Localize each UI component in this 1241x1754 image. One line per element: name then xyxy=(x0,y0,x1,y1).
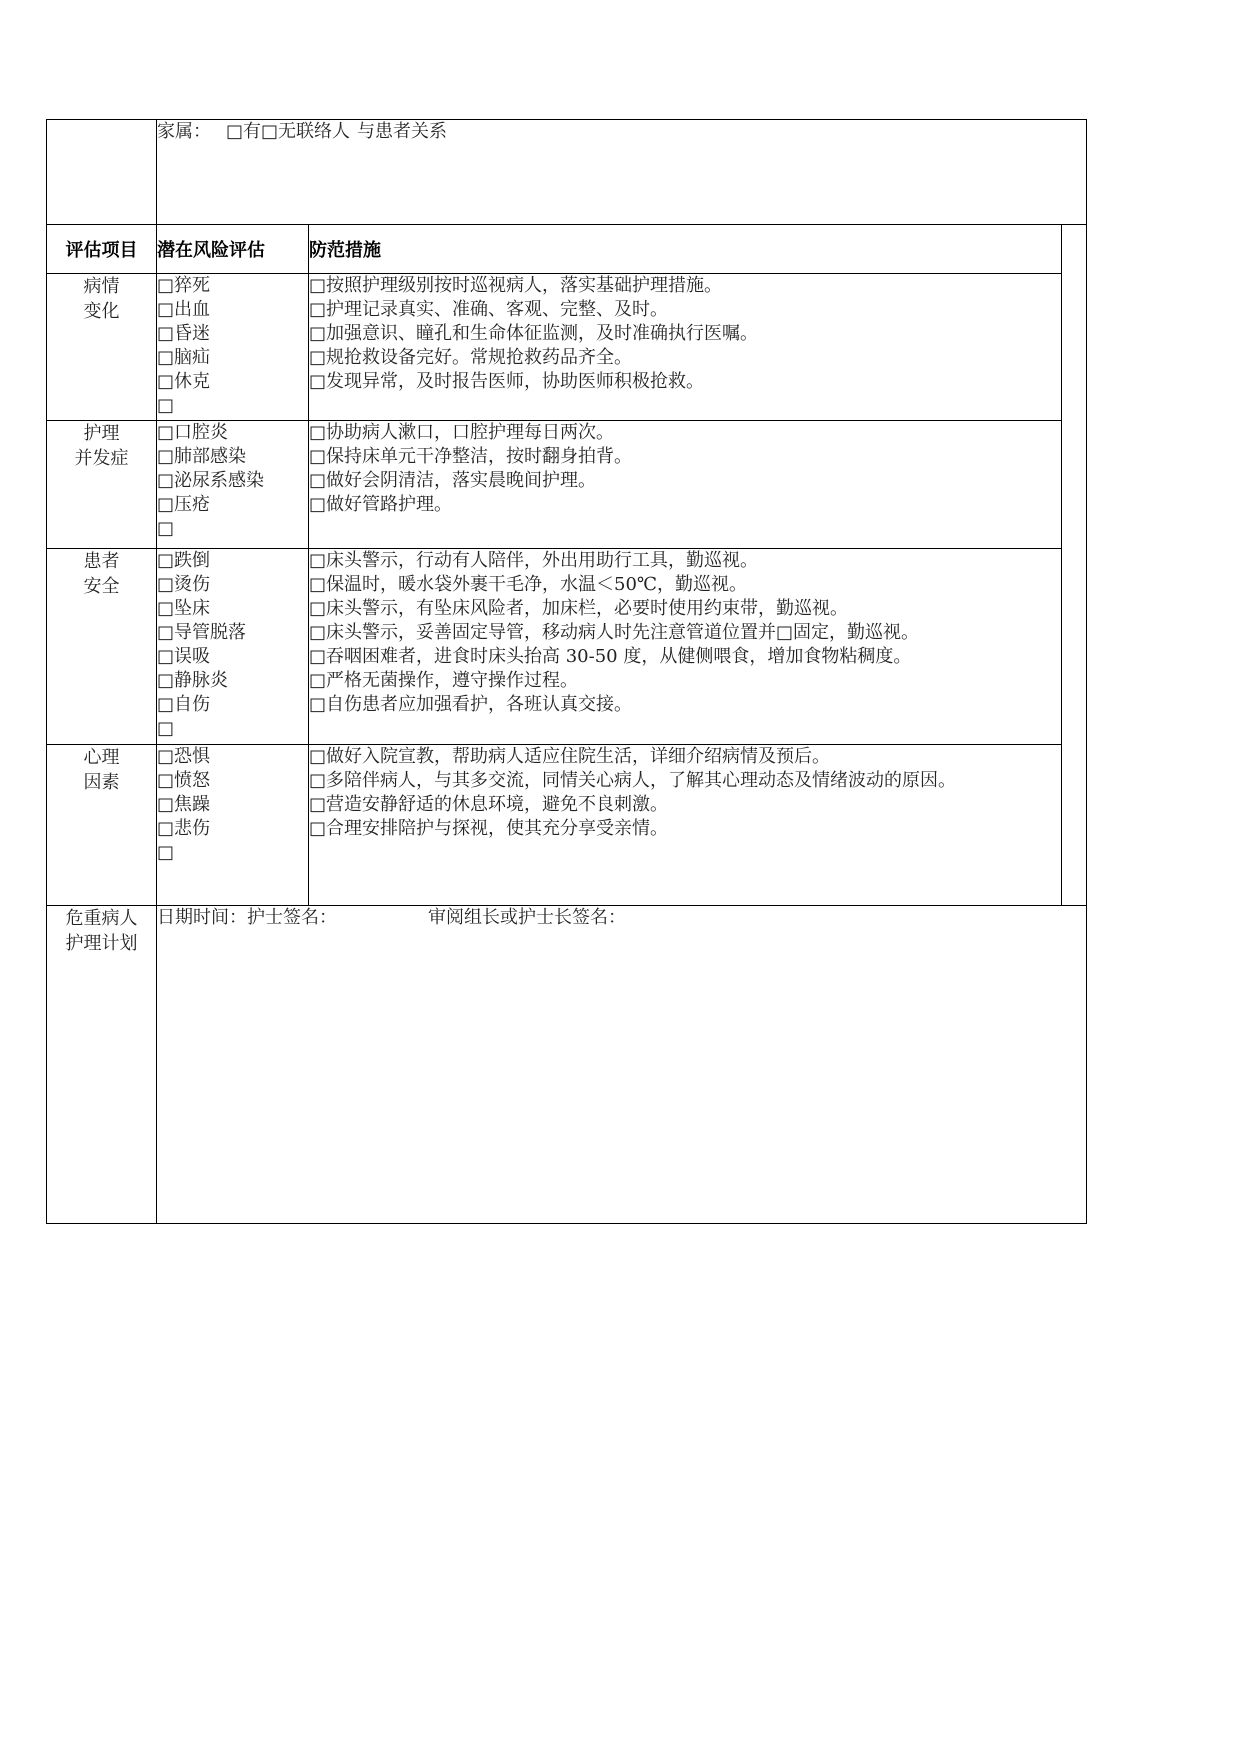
measure-item: □协助病人漱口，口腔护理每日两次。 xyxy=(309,422,615,443)
contact-options: □有□无联络人 xyxy=(226,121,351,142)
date-nurse-signature-label: 日期时间：护士签名： xyxy=(157,907,337,928)
measure-item: □合理安排陪护与探视，使其充分享受亲情。 xyxy=(309,818,669,839)
section-row-psychological xyxy=(47,745,1087,906)
care-plan-label xyxy=(47,906,157,1224)
risk-option: □口腔炎 xyxy=(157,422,229,443)
risk-option: □误吸 xyxy=(157,646,211,667)
care-plan-row xyxy=(47,906,1087,1224)
risk-assessment-form xyxy=(46,119,1087,1224)
risk-option: □悲伤 xyxy=(157,818,211,839)
family-info-cell xyxy=(157,120,1087,225)
header-preventive-measures: 防范措施 xyxy=(309,225,1062,274)
signature-line xyxy=(157,906,1086,930)
measure-item: □严格无菌操作，遵守操作过程。 xyxy=(309,670,579,691)
measure-item: □自伤患者应加强看护，各班认真交接。 xyxy=(309,694,633,715)
family-label: 家属： xyxy=(157,121,211,142)
risk-list xyxy=(157,274,309,421)
risk-option: □静脉炎 xyxy=(157,670,229,691)
risk-list xyxy=(157,421,309,549)
risk-option: □ xyxy=(157,718,175,739)
section-row-patient-safety xyxy=(47,549,1087,745)
measure-item: □加强意识、瞳孔和生命体征监测，及时准确执行医嘱。 xyxy=(309,323,759,344)
section-label xyxy=(47,421,157,549)
measure-item: □做好管路护理。 xyxy=(309,494,453,515)
family-row-blank-cell xyxy=(47,120,157,225)
relation-label: 与患者关系 xyxy=(357,121,447,142)
measure-item: □规抢救设备完好。常规抢救药品齐全。 xyxy=(309,347,633,368)
measure-item: □发现异常，及时报告医师，协助医师积极抢救。 xyxy=(309,371,705,392)
section-label xyxy=(47,274,157,421)
risk-option: □ xyxy=(157,518,175,539)
section-row-complications xyxy=(47,421,1087,549)
measure-item: □做好入院宣教，帮助病人适应住院生活，详细介绍病情及预后。 xyxy=(309,746,831,767)
section-row-condition-change xyxy=(47,274,1087,421)
measure-item: □保持床单元干净整洁，按时翻身拍背。 xyxy=(309,446,633,467)
measure-item: □按照护理级别按时巡视病人，落实基础护理措施。 xyxy=(309,275,723,296)
risk-option: □自伤 xyxy=(157,694,211,715)
care-plan-content xyxy=(157,906,1087,1224)
header-row xyxy=(47,225,1087,274)
risk-list xyxy=(157,549,309,745)
risk-option: □跌倒 xyxy=(157,550,211,571)
section-label xyxy=(47,549,157,745)
section-label-line: 安全 xyxy=(83,576,120,597)
header-potential-risk: 潜在风险评估 xyxy=(157,225,309,274)
narrow-blank-column xyxy=(1062,225,1087,906)
family-info-line xyxy=(157,120,1086,144)
section-label-line: 病情 xyxy=(83,276,120,297)
family-row xyxy=(47,120,1087,225)
risk-option: □昏迷 xyxy=(157,323,211,344)
risk-option: □猝死 xyxy=(157,275,211,296)
risk-option: □ xyxy=(157,842,175,863)
risk-option: □烫伤 xyxy=(157,574,211,595)
section-label-line: 护理 xyxy=(83,423,120,444)
measure-item: □吞咽困难者，进食时床头抬高 30-50 度，从健侧喂食，增加食物粘稠度。 xyxy=(309,646,912,667)
section-label-line: 患者 xyxy=(83,551,120,572)
risk-option: □恐惧 xyxy=(157,746,211,767)
risk-option: □出血 xyxy=(157,299,211,320)
section-label-line: 因素 xyxy=(83,772,120,793)
risk-option: □压疮 xyxy=(157,494,211,515)
risk-option: □肺部感染 xyxy=(157,446,247,467)
measure-item: □做好会阴清洁，落实晨晚间护理。 xyxy=(309,470,597,491)
measure-list xyxy=(309,745,1062,906)
measure-item: □保温时，暖水袋外裹干毛净，水温＜50℃，勤巡视。 xyxy=(309,574,748,595)
header-assessment-item: 评估项目 xyxy=(47,225,157,274)
care-plan-label-line: 危重病人 xyxy=(65,908,138,929)
care-plan-label-line: 护理计划 xyxy=(65,933,138,954)
section-label-line: 变化 xyxy=(83,301,120,322)
measure-item: □床头警示，行动有人陪伴，外出用助行工具，勤巡视。 xyxy=(309,550,759,571)
risk-option: □坠床 xyxy=(157,598,211,619)
reviewer-signature-label: 审阅组长或护士长签名： xyxy=(428,907,626,928)
risk-list xyxy=(157,745,309,906)
measure-list xyxy=(309,549,1062,745)
section-label-line: 并发症 xyxy=(74,448,129,469)
measure-item: □营造安静舒适的休息环境，避免不良刺激。 xyxy=(309,794,669,815)
risk-option: □ xyxy=(157,395,175,416)
risk-option: □愤怒 xyxy=(157,770,211,791)
measure-item: □床头警示，有坠床风险者，加床栏，必要时使用约束带，勤巡视。 xyxy=(309,598,849,619)
risk-option: □导管脱落 xyxy=(157,622,247,643)
risk-option: □泌尿系感染 xyxy=(157,470,265,491)
section-label xyxy=(47,745,157,906)
measure-list xyxy=(309,274,1062,421)
risk-option: □休克 xyxy=(157,371,211,392)
measure-item: □护理记录真实、准确、客观、完整、及时。 xyxy=(309,299,669,320)
section-label-line: 心理 xyxy=(83,747,120,768)
measure-item: □多陪伴病人，与其多交流，同情关心病人，了解其心理动态及情绪波动的原因。 xyxy=(309,770,957,791)
risk-option: □焦躁 xyxy=(157,794,211,815)
measure-item: □床头警示，妥善固定导管，移动病人时先注意管道位置并□固定，勤巡视。 xyxy=(309,622,920,643)
measure-list xyxy=(309,421,1062,549)
risk-option: □脑疝 xyxy=(157,347,211,368)
